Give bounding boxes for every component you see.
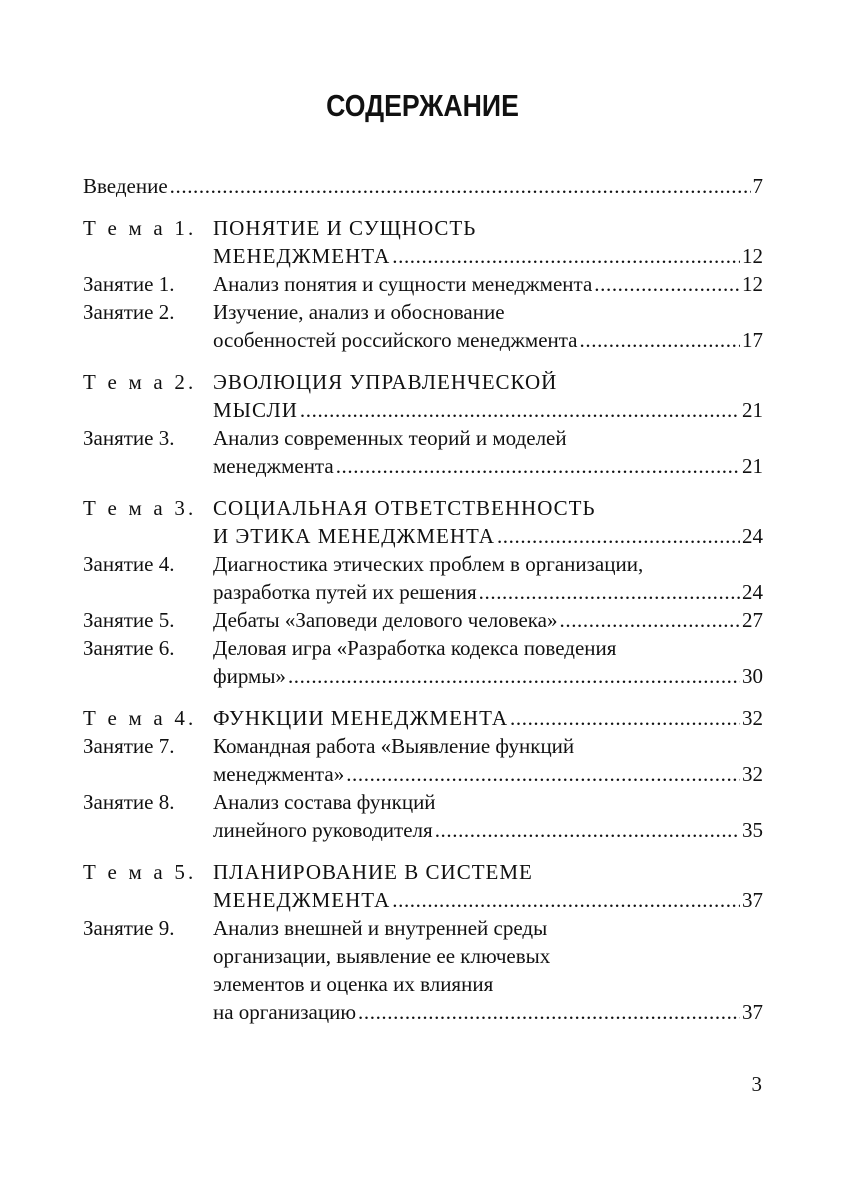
entry-label: Занятие 4. bbox=[83, 552, 175, 576]
entry-text: Дебаты «Заповеди делового человека» bbox=[213, 608, 558, 632]
toc-line bbox=[83, 760, 763, 788]
toc-line bbox=[83, 816, 763, 844]
dot-leader bbox=[288, 662, 740, 690]
toc-line bbox=[83, 298, 763, 326]
toc-line bbox=[83, 732, 763, 760]
entry-page-number: 21 bbox=[742, 398, 763, 422]
entry-label: Занятие 1. bbox=[83, 272, 175, 296]
entry-text: фирмы» bbox=[213, 664, 286, 688]
toc-entry-lesson[interactable] bbox=[83, 270, 763, 298]
entry-text: СОЦИАЛЬНАЯ ОТВЕТСТВЕННОСТЬ bbox=[213, 496, 596, 520]
entry-text: Диагностика этических проблем в организации, bbox=[213, 552, 644, 576]
entry-label: Т е м а 5. bbox=[83, 860, 197, 884]
toc-line bbox=[83, 424, 763, 452]
entry-text: менеджмента bbox=[213, 454, 334, 478]
dot-leader bbox=[560, 606, 741, 634]
section-spacer bbox=[83, 690, 763, 704]
dot-leader bbox=[336, 452, 740, 480]
section-spacer bbox=[83, 200, 763, 214]
dot-leader bbox=[392, 886, 740, 914]
toc-line bbox=[83, 214, 763, 242]
toc-entry-lesson[interactable] bbox=[83, 634, 763, 690]
entry-page-number: 30 bbox=[742, 664, 763, 688]
dot-leader bbox=[392, 242, 740, 270]
entry-page-number: 27 bbox=[742, 608, 763, 632]
toc-entry-lesson[interactable] bbox=[83, 550, 763, 606]
toc-entry-lesson[interactable] bbox=[83, 606, 763, 634]
entry-page-number: 35 bbox=[742, 818, 763, 842]
toc-entry-topic[interactable] bbox=[83, 368, 763, 424]
entry-label: Занятие 2. bbox=[83, 300, 175, 324]
dot-leader bbox=[497, 522, 740, 550]
entry-label: Занятие 8. bbox=[83, 790, 175, 814]
entry-page-number: 21 bbox=[742, 454, 763, 478]
dot-leader bbox=[300, 396, 740, 424]
toc-entry-topic[interactable] bbox=[83, 494, 763, 550]
toc-line bbox=[83, 788, 763, 816]
dot-leader bbox=[170, 172, 751, 200]
toc-entry-lesson[interactable] bbox=[83, 732, 763, 788]
entry-text: Введение bbox=[83, 174, 168, 198]
page-number: 3 bbox=[751, 1072, 762, 1096]
toc-line bbox=[83, 634, 763, 662]
dot-leader bbox=[510, 704, 740, 732]
toc-line bbox=[83, 522, 763, 550]
entry-text: особенностей российского менеджмента bbox=[213, 328, 578, 352]
entry-text: МЕНЕДЖМЕНТА bbox=[213, 888, 391, 912]
dot-leader bbox=[346, 760, 740, 788]
entry-text: элементов и оценка их влияния bbox=[213, 972, 494, 996]
entry-text: Командная работа «Выявление функций bbox=[213, 734, 575, 758]
dot-leader bbox=[435, 816, 740, 844]
entry-page-number: 7 bbox=[752, 174, 763, 198]
entry-text: МЫСЛИ bbox=[213, 398, 298, 422]
entry-page-number: 17 bbox=[742, 328, 763, 352]
toc-line bbox=[83, 578, 763, 606]
entry-page-number: 32 bbox=[742, 762, 763, 786]
section-spacer bbox=[83, 844, 763, 858]
page-title: СОДЕРЖАНИЕ bbox=[326, 88, 519, 123]
dot-leader bbox=[594, 270, 740, 298]
toc-line bbox=[83, 242, 763, 270]
toc-line bbox=[83, 970, 763, 998]
table-of-contents bbox=[83, 172, 763, 1026]
toc-entry-intro[interactable] bbox=[83, 172, 763, 200]
entry-text: Деловая игра «Разработка кодекса поведения bbox=[213, 636, 617, 660]
entry-label: Т е м а 3. bbox=[83, 496, 197, 520]
entry-text: Анализ внешней и внутренней среды bbox=[213, 916, 548, 940]
entry-text: Анализ понятия и сущности менеджмента bbox=[213, 272, 593, 296]
dot-leader bbox=[580, 326, 740, 354]
entry-label: Т е м а 2. bbox=[83, 370, 197, 394]
entry-text: Изучение, анализ и обоснование bbox=[213, 300, 505, 324]
toc-line bbox=[83, 704, 763, 732]
toc-line bbox=[83, 886, 763, 914]
toc-line bbox=[83, 606, 763, 634]
toc-line bbox=[83, 172, 763, 200]
entry-page-number: 12 bbox=[742, 272, 763, 296]
entry-text: ПЛАНИРОВАНИЕ В СИСТЕМЕ bbox=[213, 860, 533, 884]
toc-entry-lesson[interactable] bbox=[83, 424, 763, 480]
toc-entry-topic[interactable] bbox=[83, 704, 763, 732]
section-spacer bbox=[83, 480, 763, 494]
toc-line bbox=[83, 396, 763, 424]
dot-leader bbox=[479, 578, 740, 606]
toc-line bbox=[83, 494, 763, 522]
toc-entry-lesson[interactable] bbox=[83, 788, 763, 844]
toc-line bbox=[83, 270, 763, 298]
entry-label: Занятие 3. bbox=[83, 426, 175, 450]
toc-line bbox=[83, 858, 763, 886]
entry-page-number: 24 bbox=[742, 524, 763, 548]
toc-line bbox=[83, 914, 763, 942]
entry-text: организации, выявление ее ключевых bbox=[213, 944, 551, 968]
entry-page-number: 37 bbox=[742, 1000, 763, 1024]
toc-line bbox=[83, 550, 763, 578]
toc-entry-lesson[interactable] bbox=[83, 914, 763, 1026]
toc-line bbox=[83, 452, 763, 480]
entry-label: Занятие 7. bbox=[83, 734, 175, 758]
entry-label: Занятие 9. bbox=[83, 916, 175, 940]
entry-label: Т е м а 4. bbox=[83, 706, 197, 730]
entry-page-number: 32 bbox=[742, 706, 763, 730]
entry-label: Занятие 5. bbox=[83, 608, 175, 632]
entry-text: линейного руководителя bbox=[213, 818, 433, 842]
entry-text: ЭВОЛЮЦИЯ УПРАВЛЕНЧЕСКОЙ bbox=[213, 370, 558, 394]
toc-line bbox=[83, 326, 763, 354]
toc-entry-topic[interactable] bbox=[83, 858, 763, 914]
entry-text: на организацию bbox=[213, 1000, 357, 1024]
toc-line bbox=[83, 368, 763, 396]
entry-page-number: 12 bbox=[742, 244, 763, 268]
toc-entry-topic[interactable] bbox=[83, 214, 763, 270]
entry-label: Занятие 6. bbox=[83, 636, 175, 660]
entry-text: разработка путей их решения bbox=[213, 580, 477, 604]
entry-text: Анализ современных теорий и моделей bbox=[213, 426, 567, 450]
entry-page-number: 37 bbox=[742, 888, 763, 912]
toc-line bbox=[83, 998, 763, 1026]
toc-line bbox=[83, 662, 763, 690]
entry-text: МЕНЕДЖМЕНТА bbox=[213, 244, 391, 268]
entry-text: ПОНЯТИЕ И СУЩНОСТЬ bbox=[213, 216, 477, 240]
dot-leader bbox=[358, 998, 740, 1026]
entry-label: Т е м а 1. bbox=[83, 216, 197, 240]
toc-entry-lesson[interactable] bbox=[83, 298, 763, 354]
entry-text: менеджмента» bbox=[213, 762, 345, 786]
entry-page-number: 24 bbox=[742, 580, 763, 604]
entry-text: И ЭТИКА МЕНЕДЖМЕНТА bbox=[213, 524, 495, 548]
entry-text: Анализ состава функций bbox=[213, 790, 436, 814]
entry-text: ФУНКЦИИ МЕНЕДЖМЕНТА bbox=[213, 706, 509, 730]
toc-line bbox=[83, 942, 763, 970]
section-spacer bbox=[83, 354, 763, 368]
